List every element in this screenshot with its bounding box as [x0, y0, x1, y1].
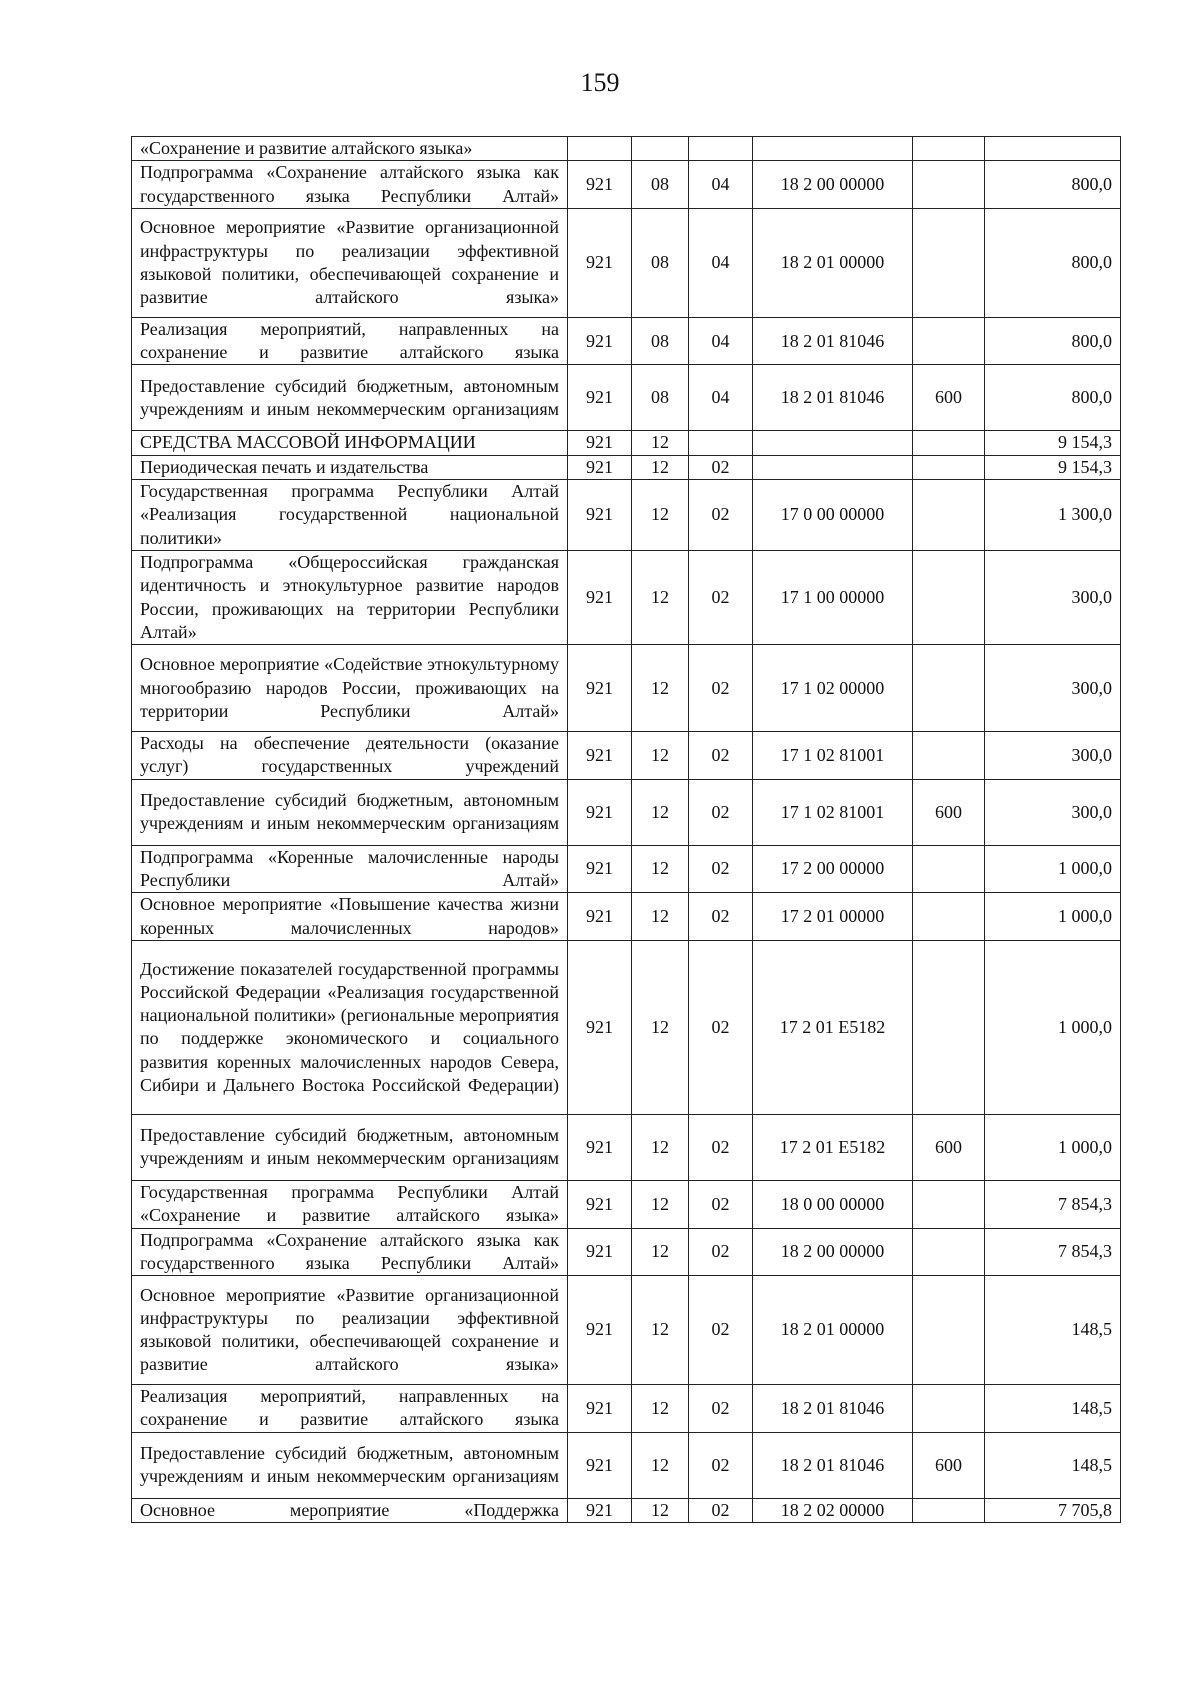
- row-section-code: 12: [632, 480, 689, 551]
- row-subsection-code: 04: [689, 317, 753, 365]
- table-row: [132, 1276, 1121, 1385]
- row-amount: 1 000,0: [985, 1114, 1121, 1180]
- table-row: [132, 940, 1121, 1114]
- row-section-code: 12: [632, 645, 689, 732]
- row-amount: 7 854,3: [985, 1180, 1121, 1228]
- row-expense-type: [913, 732, 985, 780]
- row-description: Предоставление субсидий бюджетным, автономным учреждениям и иным некоммерческим организациям: [132, 1432, 568, 1498]
- row-amount: 148,5: [985, 1432, 1121, 1498]
- row-amount: 9 154,3: [985, 455, 1121, 479]
- row-subsection-code: 02: [689, 455, 753, 479]
- row-expense-type: [913, 893, 985, 941]
- row-amount: 1 000,0: [985, 845, 1121, 893]
- row-target-article: 18 0 00 00000: [753, 1180, 913, 1228]
- row-expense-type: [913, 161, 985, 209]
- row-subsection-code: 02: [689, 893, 753, 941]
- row-section-code: 12: [632, 940, 689, 1114]
- row-ministry-code: 921: [568, 893, 632, 941]
- row-expense-type: 600: [913, 1114, 985, 1180]
- row-target-article: 17 1 02 81001: [753, 732, 913, 780]
- table-row: [132, 645, 1121, 732]
- table-row: [132, 779, 1121, 845]
- row-target-article: 17 2 00 00000: [753, 845, 913, 893]
- row-expense-type: [913, 1385, 985, 1433]
- row-expense-type: [913, 1228, 985, 1276]
- row-description: Основное мероприятие «Поддержка: [132, 1498, 568, 1522]
- row-amount: 300,0: [985, 732, 1121, 780]
- table-row: [132, 161, 1121, 209]
- row-ministry-code: 921: [568, 550, 632, 644]
- row-section-code: 08: [632, 317, 689, 365]
- row-ministry-code: 921: [568, 779, 632, 845]
- row-description: Основное мероприятие «Развитие организационной инфраструктуры по реализации эффективной языковой политики, обеспечивающей сохранение и развитие алтайского языка»: [132, 1276, 568, 1385]
- row-section-code: 08: [632, 208, 689, 317]
- row-section-code: 12: [632, 431, 689, 455]
- row-amount: 1 000,0: [985, 893, 1121, 941]
- row-target-article: 17 1 00 00000: [753, 550, 913, 644]
- table-row: [132, 1114, 1121, 1180]
- row-ministry-code: 921: [568, 1114, 632, 1180]
- table-row: [132, 845, 1121, 893]
- row-expense-type: [913, 1498, 985, 1522]
- table-row: [132, 732, 1121, 780]
- row-ministry-code: 921: [568, 431, 632, 455]
- row-section-code: 12: [632, 1228, 689, 1276]
- row-description: Основное мероприятие «Повышение качества жизни коренных малочисленных народов»: [132, 893, 568, 941]
- row-section-code: 08: [632, 365, 689, 431]
- row-description: Подпрограмма «Коренные малочисленные народы Республики Алтай»: [132, 845, 568, 893]
- row-amount: 800,0: [985, 161, 1121, 209]
- row-ministry-code: 921: [568, 480, 632, 551]
- row-section-code: 12: [632, 1276, 689, 1385]
- row-subsection-code: 02: [689, 480, 753, 551]
- row-ministry-code: 921: [568, 645, 632, 732]
- row-target-article: 18 2 02 00000: [753, 1498, 913, 1522]
- table-row: [132, 365, 1121, 431]
- row-subsection-code: 02: [689, 1498, 753, 1522]
- row-expense-type: 600: [913, 365, 985, 431]
- row-amount: 300,0: [985, 779, 1121, 845]
- row-expense-type: [913, 845, 985, 893]
- row-amount: 800,0: [985, 365, 1121, 431]
- row-ministry-code: 921: [568, 317, 632, 365]
- row-description: Государственная программа Республики Алтай «Сохранение и развитие алтайского языка»: [132, 1180, 568, 1228]
- row-amount: 7 854,3: [985, 1228, 1121, 1276]
- row-subsection-code: 02: [689, 1385, 753, 1433]
- row-ministry-code: 921: [568, 455, 632, 479]
- row-ministry-code: 921: [568, 1498, 632, 1522]
- row-target-article: 17 2 01 E5182: [753, 1114, 913, 1180]
- row-amount: 1 300,0: [985, 480, 1121, 551]
- row-section-code: [632, 137, 689, 161]
- row-subsection-code: 02: [689, 1276, 753, 1385]
- row-description: «Сохранение и развитие алтайского языка»: [132, 137, 568, 161]
- row-amount: 800,0: [985, 317, 1121, 365]
- row-target-article: [753, 137, 913, 161]
- row-ministry-code: 921: [568, 845, 632, 893]
- row-amount: 300,0: [985, 645, 1121, 732]
- row-ministry-code: [568, 137, 632, 161]
- row-description: Предоставление субсидий бюджетным, автономным учреждениям и иным некоммерческим организациям: [132, 1114, 568, 1180]
- row-amount: 300,0: [985, 550, 1121, 644]
- row-ministry-code: 921: [568, 208, 632, 317]
- row-description: СРЕДСТВА МАССОВОЙ ИНФОРМАЦИИ: [132, 431, 568, 455]
- row-section-code: 12: [632, 779, 689, 845]
- row-amount: 9 154,3: [985, 431, 1121, 455]
- table-row: [132, 893, 1121, 941]
- row-target-article: 17 1 02 81001: [753, 779, 913, 845]
- row-target-article: 18 2 01 81046: [753, 1385, 913, 1433]
- row-amount: 148,5: [985, 1385, 1121, 1433]
- row-expense-type: [913, 137, 985, 161]
- row-description: Реализация мероприятий, направленных на сохранение и развитие алтайского языка: [132, 1385, 568, 1433]
- row-amount: 148,5: [985, 1276, 1121, 1385]
- row-subsection-code: 02: [689, 1228, 753, 1276]
- row-description: Государственная программа Республики Алтай «Реализация государственной национальной политики»: [132, 480, 568, 551]
- row-description: Расходы на обеспечение деятельности (оказание услуг) государственных учреждений: [132, 732, 568, 780]
- row-expense-type: [913, 1180, 985, 1228]
- row-expense-type: [913, 550, 985, 644]
- table-row: [132, 550, 1121, 644]
- row-target-article: 18 2 00 00000: [753, 1228, 913, 1276]
- row-amount: 800,0: [985, 208, 1121, 317]
- row-description: Периодическая печать и издательства: [132, 455, 568, 479]
- row-section-code: 12: [632, 845, 689, 893]
- row-description: Предоставление субсидий бюджетным, автономным учреждениям и иным некоммерческим организациям: [132, 365, 568, 431]
- row-expense-type: [913, 208, 985, 317]
- row-target-article: 18 2 01 81046: [753, 365, 913, 431]
- row-subsection-code: 04: [689, 365, 753, 431]
- row-section-code: 12: [632, 893, 689, 941]
- row-expense-type: [913, 645, 985, 732]
- row-section-code: 12: [632, 1180, 689, 1228]
- row-ministry-code: 921: [568, 732, 632, 780]
- row-subsection-code: 04: [689, 208, 753, 317]
- row-ministry-code: 921: [568, 1228, 632, 1276]
- row-target-article: [753, 455, 913, 479]
- row-section-code: 12: [632, 1114, 689, 1180]
- row-target-article: 17 2 01 00000: [753, 893, 913, 941]
- row-expense-type: [913, 455, 985, 479]
- budget-table-body: [132, 137, 1121, 1523]
- table-row: [132, 317, 1121, 365]
- budget-table: [131, 136, 1121, 1523]
- row-section-code: 12: [632, 1498, 689, 1522]
- row-description: Основное мероприятие «Содействие этнокультурному многообразию народов России, проживающих на территории Республики Алтай»: [132, 645, 568, 732]
- row-amount: [985, 137, 1121, 161]
- row-target-article: 18 2 01 81046: [753, 317, 913, 365]
- row-expense-type: [913, 940, 985, 1114]
- row-subsection-code: 04: [689, 161, 753, 209]
- row-section-code: 12: [632, 1432, 689, 1498]
- row-description: Основное мероприятие «Развитие организационной инфраструктуры по реализации эффективной языковой политики, обеспечивающей сохранение и развитие алтайского языка»: [132, 208, 568, 317]
- table-row: [132, 1228, 1121, 1276]
- row-subsection-code: [689, 137, 753, 161]
- row-target-article: 18 2 01 81046: [753, 1432, 913, 1498]
- table-row: [132, 480, 1121, 551]
- row-target-article: 17 2 01 E5182: [753, 940, 913, 1114]
- row-expense-type: [913, 317, 985, 365]
- row-subsection-code: 02: [689, 845, 753, 893]
- row-ministry-code: 921: [568, 1276, 632, 1385]
- row-ministry-code: 921: [568, 161, 632, 209]
- row-section-code: 12: [632, 732, 689, 780]
- row-description: Предоставление субсидий бюджетным, автономным учреждениям и иным некоммерческим организациям: [132, 779, 568, 845]
- row-target-article: 18 2 01 00000: [753, 208, 913, 317]
- row-section-code: 12: [632, 455, 689, 479]
- row-subsection-code: 02: [689, 940, 753, 1114]
- table-row: [132, 208, 1121, 317]
- row-expense-type: [913, 1276, 985, 1385]
- row-amount: 7 705,8: [985, 1498, 1121, 1522]
- table-row: [132, 1180, 1121, 1228]
- row-amount: 1 000,0: [985, 940, 1121, 1114]
- table-row: [132, 1498, 1121, 1522]
- row-ministry-code: 921: [568, 365, 632, 431]
- row-description: Подпрограмма «Сохранение алтайского языка как государственного языка Республики Алтай»: [132, 161, 568, 209]
- row-target-article: 18 2 00 00000: [753, 161, 913, 209]
- row-subsection-code: [689, 431, 753, 455]
- row-section-code: 12: [632, 1385, 689, 1433]
- row-target-article: [753, 431, 913, 455]
- row-expense-type: [913, 480, 985, 551]
- row-target-article: 17 0 00 00000: [753, 480, 913, 551]
- table-row: [132, 137, 1121, 161]
- row-ministry-code: 921: [568, 1385, 632, 1433]
- row-ministry-code: 921: [568, 1180, 632, 1228]
- table-row: [132, 455, 1121, 479]
- row-subsection-code: 02: [689, 645, 753, 732]
- row-expense-type: [913, 431, 985, 455]
- table-row: [132, 1432, 1121, 1498]
- row-subsection-code: 02: [689, 1114, 753, 1180]
- page-number: 159: [580, 68, 620, 97]
- row-target-article: 17 1 02 00000: [753, 645, 913, 732]
- row-expense-type: 600: [913, 779, 985, 845]
- row-section-code: 12: [632, 550, 689, 644]
- row-ministry-code: 921: [568, 940, 632, 1114]
- row-section-code: 08: [632, 161, 689, 209]
- row-target-article: 18 2 01 00000: [753, 1276, 913, 1385]
- row-description: Подпрограмма «Сохранение алтайского языка как государственного языка Республики Алтай»: [132, 1228, 568, 1276]
- row-expense-type: 600: [913, 1432, 985, 1498]
- row-subsection-code: 02: [689, 779, 753, 845]
- table-row: [132, 1385, 1121, 1433]
- row-subsection-code: 02: [689, 1180, 753, 1228]
- row-subsection-code: 02: [689, 550, 753, 644]
- row-description: Достижение показателей государственной программы Российской Федерации «Реализация государственной национальной политики» (региональные мероприятия по поддержке экономического и социального развития коренных малочисленных народов Севера, Сибири и Дальнего Востока Российской Федерации): [132, 940, 568, 1114]
- row-description: Реализация мероприятий, направленных на сохранение и развитие алтайского языка: [132, 317, 568, 365]
- row-subsection-code: 02: [689, 732, 753, 780]
- row-subsection-code: 02: [689, 1432, 753, 1498]
- row-ministry-code: 921: [568, 1432, 632, 1498]
- row-description: Подпрограмма «Общероссийская гражданская идентичность и этнокультурное развитие народов России, проживающих на территории Республики Алтай»: [132, 550, 568, 644]
- table-row: [132, 431, 1121, 455]
